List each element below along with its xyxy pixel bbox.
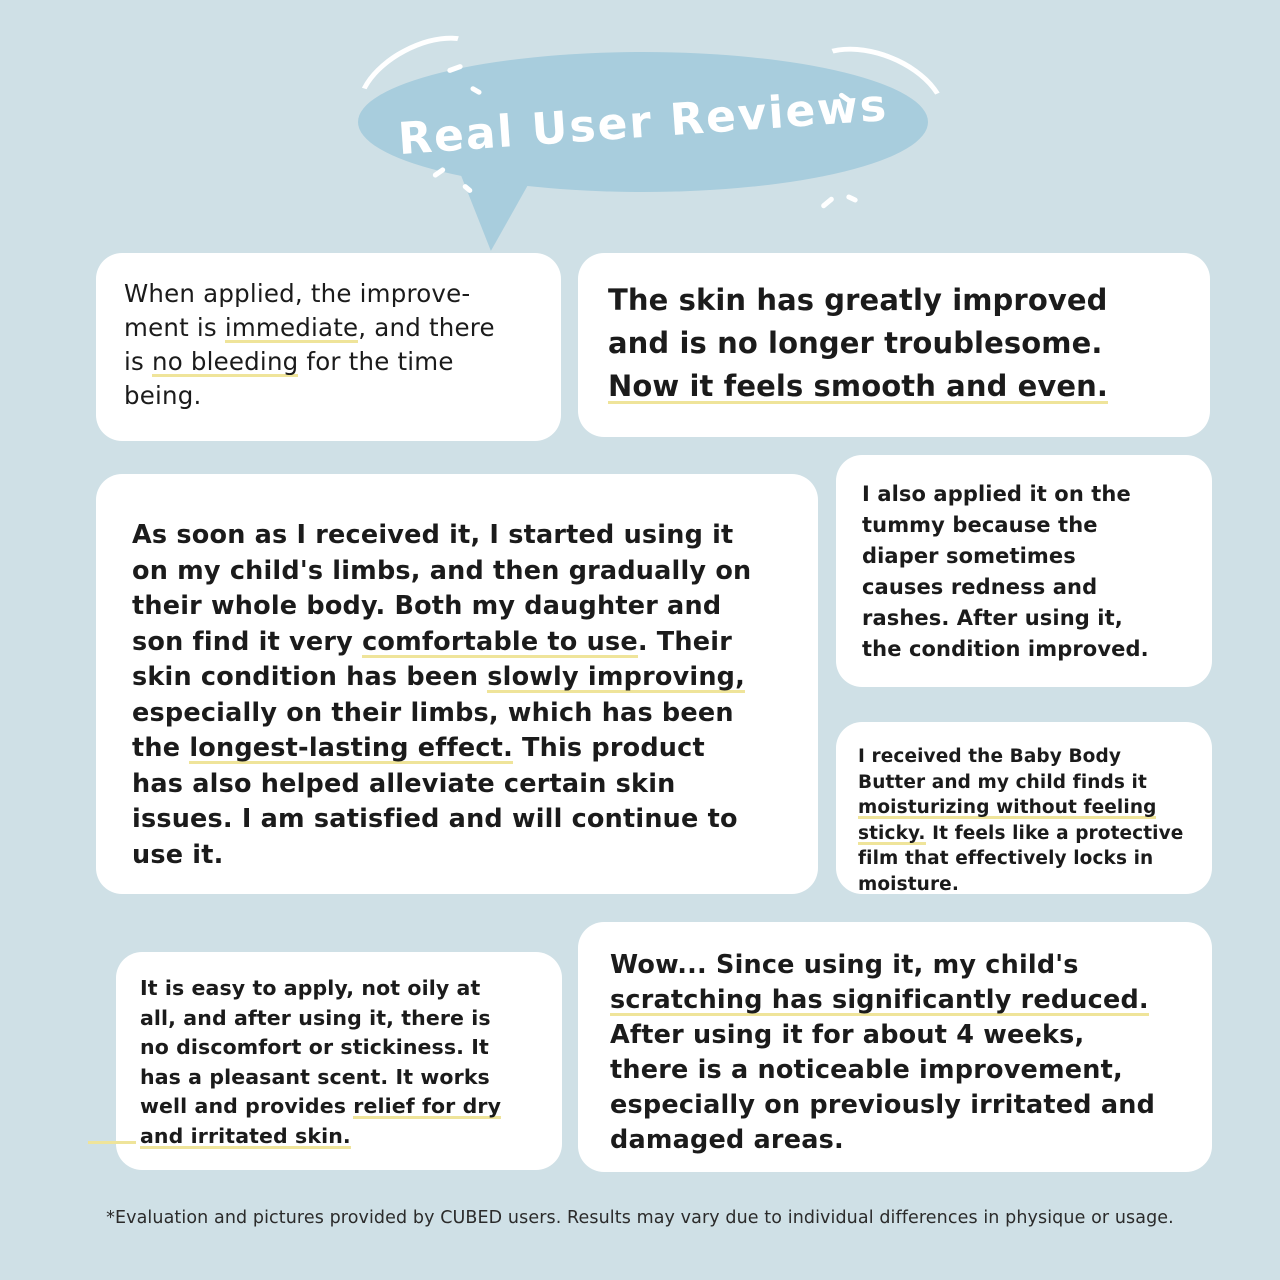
review-card [96,474,818,894]
highlight-text: comfortable to use [362,626,638,657]
review-line: rashes. After using it, [862,606,1123,630]
review-line: is no bleeding for the time [124,347,454,376]
highlight-underline-extension [88,1141,136,1144]
highlight-text: and irritated skin. [140,1123,351,1148]
page-title: Real User Reviews [396,79,890,165]
review-line: the longest-lasting effect. This product [132,733,705,763]
review-line: and is no longer troublesome. [608,326,1103,360]
review-line: on my child's limbs, and then gradually on [132,555,752,586]
footnote: *Evaluation and pictures provided by CUBED users. Results may vary due to individual differences in physique or usage. [106,1208,1174,1228]
review-line: being. [124,381,202,410]
highlight-text: relief for dry [353,1094,502,1118]
review-line: It is easy to apply, not oily at [140,976,481,1000]
sparkle-icon [820,196,835,209]
highlight-text: scratching has significantly reduced. [610,985,1149,1015]
review-card [836,455,1212,687]
review-line: sticky. It feels like a protective [858,822,1184,844]
header-banner [0,0,1280,250]
highlight-text: longest-lasting effect. [189,733,513,763]
review-line: When applied, the improve- [124,279,471,308]
review-line: moisture. [858,873,959,895]
review-line: The skin has greatly improved [608,283,1108,317]
review-line: the condition improved. [862,637,1149,661]
review-card [836,722,1212,894]
review-line [140,1122,538,1152]
review-line: has also helped alleviate certain skin [132,768,676,799]
review-line: especially on previously irritated and [610,1090,1156,1120]
review-line: has a pleasant scent. It works [140,1064,490,1089]
highlight-text: slowly improving, [487,662,746,692]
review-line: damaged areas. [610,1125,844,1155]
review-line: film that effectively locks in [858,848,1154,869]
review-card [116,952,562,1170]
review-line: all, and after using it, there is [140,1005,491,1030]
review-line: use it. [132,839,224,870]
highlight-text: immediate [224,313,359,342]
review-line: Wow... Since using it, my child's [610,950,1079,980]
review-line: diaper sometimes [862,544,1076,568]
review-card [96,253,561,441]
review-line: no discomfort or stickiness. It [140,1035,489,1059]
review-line: tummy because the [862,513,1098,537]
review-line: I also applied it on the [862,482,1131,506]
highlight-text: sticky. [858,822,926,844]
sparkle-icon [846,194,859,204]
review-line [608,365,1180,408]
highlight-text: no bleeding [151,347,299,376]
review-line [610,983,1184,1018]
review-line: issues. I am satisfied and will continue to [132,804,738,834]
highlight-text: Now it feels smooth and even. [608,369,1109,403]
review-line: there is a noticeable improvement, [610,1055,1123,1085]
review-line [858,795,1188,821]
review-line: son find it very comfortable to use. Their [132,626,732,657]
review-card [578,922,1212,1172]
review-line: I received the Baby Body [858,746,1121,767]
review-line: After using it for about 4 weeks, [610,1020,1085,1050]
highlight-text: moisturizing without feeling [858,797,1157,818]
review-card [578,253,1210,437]
review-line: As soon as I received it, I started using it [132,520,734,550]
review-line: well and provides relief for dry [140,1094,502,1118]
review-line: their whole body. Both my daughter and [132,591,722,621]
review-line: ment is immediate, and there [124,313,495,342]
review-line: skin condition has been slowly improving, [132,662,746,692]
review-line: Butter and my child finds it [858,771,1147,793]
review-line: especially on their limbs, which has been [132,697,734,728]
review-line: causes redness and [862,575,1098,599]
